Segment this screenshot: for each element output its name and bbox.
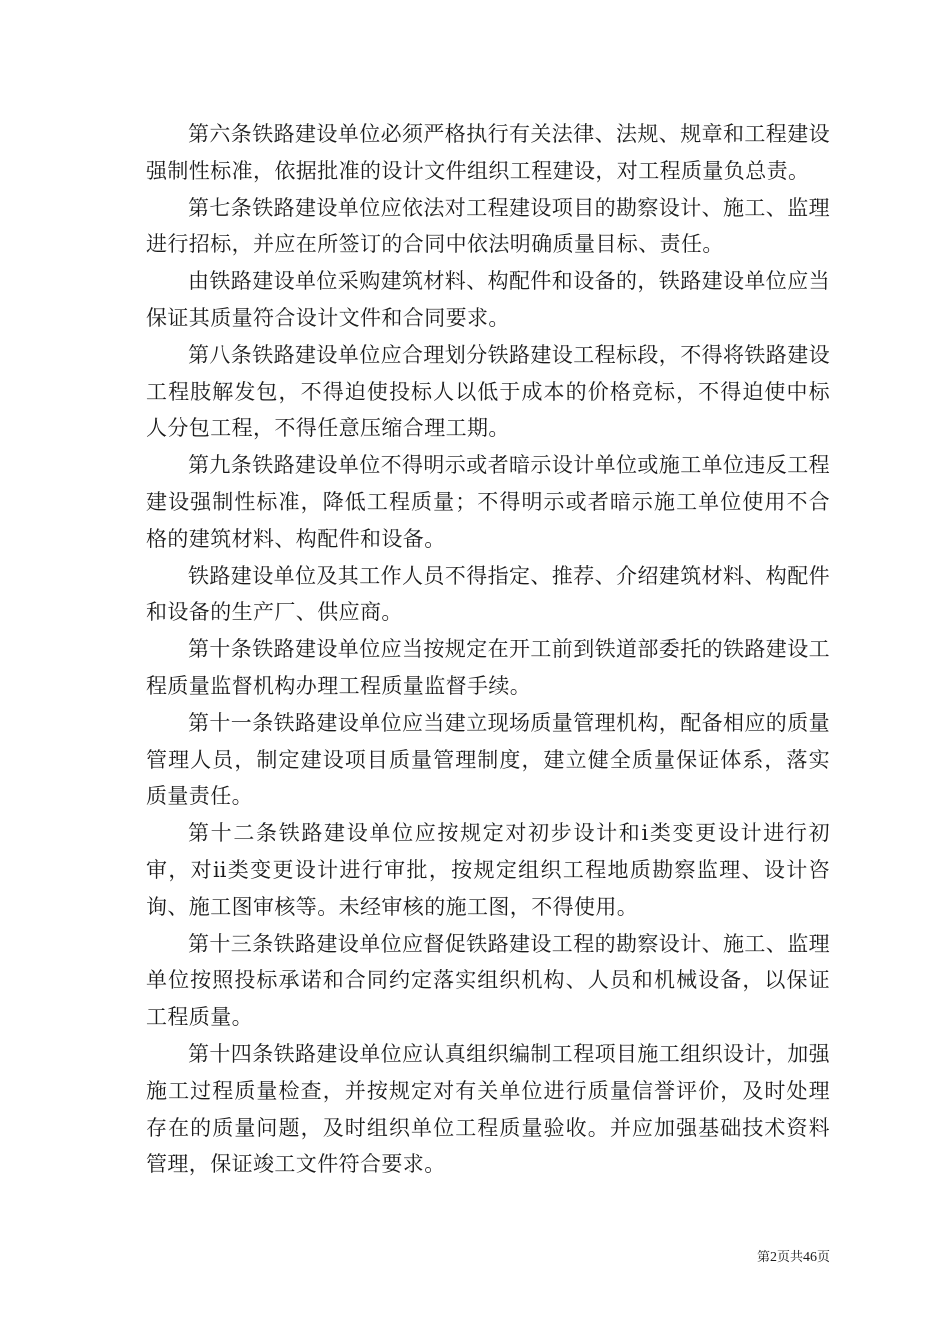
total-page-count: 46 (802, 1250, 817, 1265)
paragraph-article-8: 第八条铁路建设单位应合理划分铁路建设工程标段，不得将铁路建设工程肢解发包，不得迫使投标人以低于成本的价格竞标，不得迫使中标人分包工程，不得任意压缩合理工期。 (146, 342, 830, 441)
document-body (146, 116, 830, 1183)
paragraph-article-14: 第十四条铁路建设单位应认真组织编制工程项目施工组织设计，加强施工过程质量检查，并按规定对有关单位进行质量信誉评价，及时处理存在的质量问题，及时组织单位工程质量验收。并应加强基础技术资料管理，保证竣工文件符合要求。 (146, 1041, 830, 1177)
paragraph-article-9: 第九条铁路建设单位不得明示或者暗示设计单位或施工单位违反工程建设强制性标准，降低工程质量；不得明示或者暗示施工单位使用不合格的建筑材料、构配件和设备。 (146, 453, 830, 551)
footer-prefix: 第 (756, 1250, 770, 1265)
paragraph-article-7: 第七条铁路建设单位应依法对工程建设项目的勘察设计、施工、监理进行招标，并应在所签订的合同中依法明确质量目标、责任。 (146, 195, 830, 257)
page-number-footer (690, 1246, 830, 1266)
paragraph-article-10: 第十条铁路建设单位应当按规定在开工前到铁道部委托的铁路建设工程质量监督机构办理工程质量监督手续。 (146, 637, 830, 698)
footer-middle: 页共 (776, 1250, 803, 1265)
paragraph-article-11: 第十一条铁路建设单位应当建立现场质量管理机构，配备相应的质量管理人员，制定建设项目质量管理制度，建立健全质量保证体系，落实质量责任。 (146, 710, 830, 809)
paragraph-article-12: 第十二条铁路建设单位应按规定对初步设计和ⅰ类变更设计进行初审，对ⅱ类变更设计进行审批，按规定组织工程地质勘察监理、设计咨询、施工图审核等。未经审核的施工图，不得使用。 (146, 821, 830, 919)
paragraph-procurement: 由铁路建设单位采购建筑材料、构配件和设备的，铁路建设单位应当保证其质量符合设计文件和合同要求。 (146, 269, 830, 330)
footer-suffix: 页 (816, 1250, 830, 1265)
paragraph-article-6: 第六条铁路建设单位必须严格执行有关法律、法规、规章和工程建设强制性标准，依据批准的设计文件组织工程建设，对工程质量负总责。 (146, 122, 830, 183)
paragraph-suppliers: 铁路建设单位及其工作人员不得指定、推荐、介绍建筑材料、构配件和设备的生产厂、供应商。 (146, 563, 830, 625)
paragraph-article-13: 第十三条铁路建设单位应督促铁路建设工程的勘察设计、施工、监理单位按照投标承诺和合同约定落实组织机构、人员和机械设备，以保证工程质量。 (146, 931, 830, 1030)
current-page-number: 2 (769, 1250, 777, 1265)
